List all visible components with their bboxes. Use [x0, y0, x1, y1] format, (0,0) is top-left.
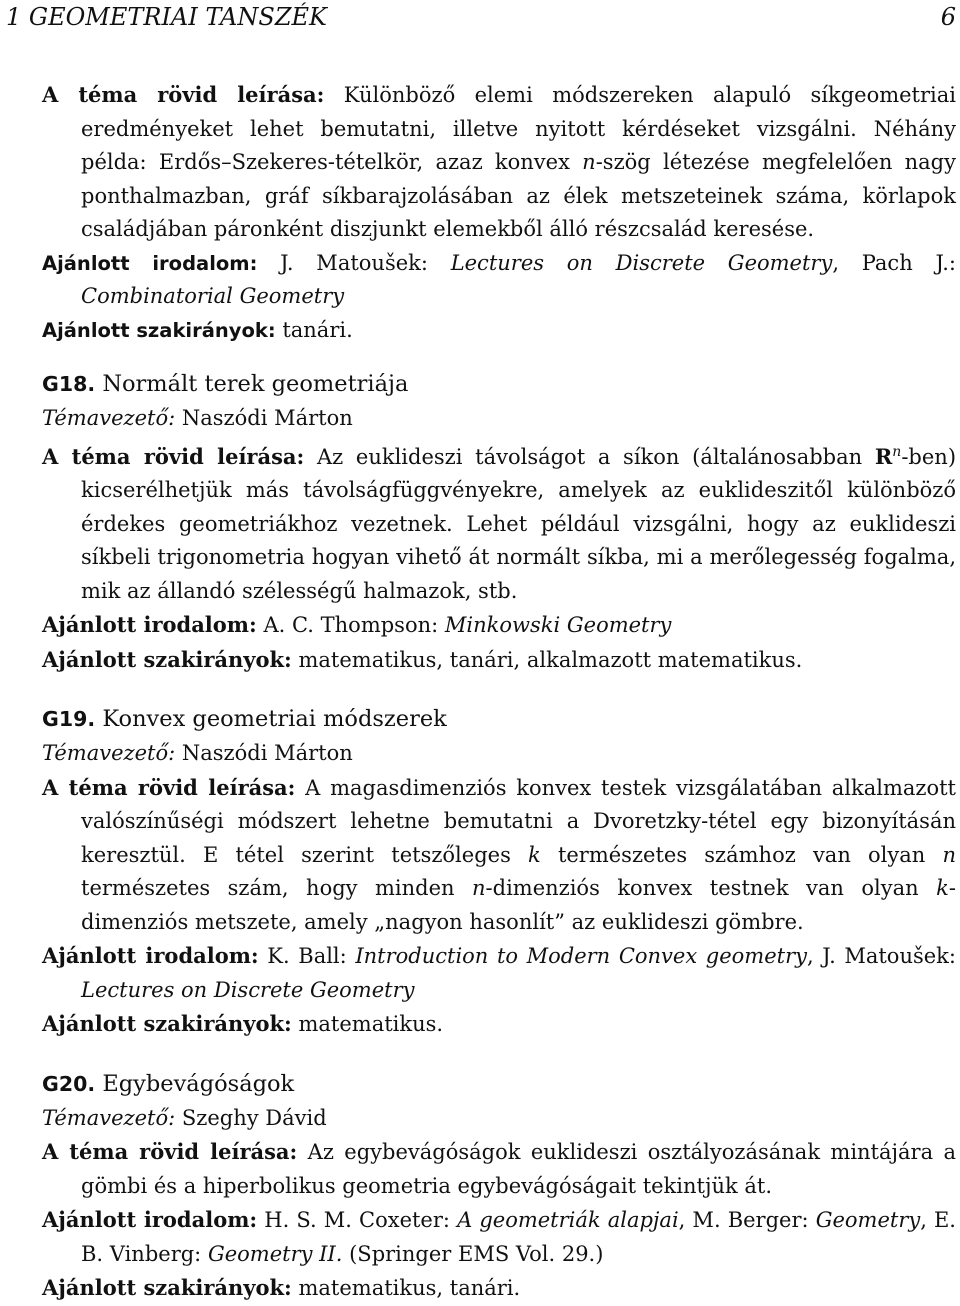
- math-superscript-n: n: [892, 443, 902, 460]
- spacer: [42, 677, 956, 701]
- spacer: [42, 347, 956, 366]
- supervisor-name: Szeghy Dávid: [181, 1105, 327, 1130]
- literature-note: (Springer EMS Vol. 29.): [349, 1241, 604, 1266]
- specializations-label: Ajánlott szakirányok:: [42, 646, 292, 672]
- top-literature: [42, 247, 956, 314]
- description-label: A téma rövid leírása:: [42, 82, 325, 107]
- literature-separator: , M. Berger:: [678, 1208, 809, 1232]
- page-content: [42, 78, 956, 1306]
- topic-title-text: Normált terek geometriája: [102, 371, 409, 397]
- literature-separator: , J. Matoušek:: [807, 944, 956, 968]
- description-text-part-b: természetes számhoz van olyan: [540, 842, 943, 867]
- topic-specializations: [42, 643, 956, 678]
- topic-title-text: Egybevágóságok: [102, 1070, 295, 1097]
- description-text-part-a: Az euklideszi távolságot a síkon (általánosabban: [316, 444, 875, 469]
- literature-title: Geometry II.: [207, 1241, 343, 1266]
- literature-title: Minkowski Geometry: [444, 613, 672, 637]
- description-label: A téma rövid leírása:: [42, 774, 296, 800]
- topic-code: G19.: [42, 707, 96, 731]
- literature-author: J. Matoušek:: [280, 250, 428, 275]
- topic-description: [42, 1135, 956, 1203]
- literature-title: Lectures on Discrete Geometry: [450, 250, 833, 275]
- literature-separator: , Pach J.:: [832, 250, 956, 275]
- topic-description: [42, 771, 956, 940]
- topic-title-g18: [42, 366, 956, 402]
- topic-code: G20.: [42, 1071, 96, 1096]
- literature-title: Geometry: [815, 1208, 921, 1232]
- topic-title-g19: [42, 701, 956, 737]
- topic-literature: [42, 1203, 956, 1271]
- spacer: [42, 1042, 956, 1066]
- topic-description: [42, 436, 956, 609]
- description-text-part-b: -szög létezése megfelelően nagy ponthalmazban, gráf síkbarajzolásában az élek metszeteinek száma, körlapok családjában páronként diszjunkt elemekből álló részcsalád keresése.: [81, 150, 956, 241]
- header-section-title: 1 GEOMETRIAI TANSZÉK: [6, 3, 327, 31]
- supervisor-label: Témavezető:: [42, 741, 176, 765]
- description-text-part-c: természetes szám, hogy minden: [81, 876, 472, 900]
- specializations-value: matematikus.: [298, 1012, 444, 1036]
- literature-label: Ajánlott irodalom:: [42, 943, 259, 968]
- math-variable-k: k: [528, 842, 541, 867]
- topic-literature: [42, 608, 956, 643]
- top-specializations: [42, 314, 956, 348]
- topic-title-g20: [42, 1066, 956, 1102]
- specializations-value: matematikus, tanári.: [298, 1276, 521, 1300]
- literature-title: Introduction to Modern Convex geometry: [355, 944, 807, 968]
- description-text-line1: Különböző elemi módszereken alapuló síkgeometriai: [343, 83, 956, 107]
- specializations-label: Ajánlott szakirányok:: [42, 1275, 292, 1300]
- description-text-part-e: -dimenziós metszete, amely „nagyon hasonlít” az euklideszi gömbre.: [81, 876, 956, 934]
- literature-title: Combinatorial Geometry: [81, 284, 345, 308]
- literature-author: A. C. Thompson:: [263, 613, 439, 637]
- header-page-number: 6: [940, 3, 956, 31]
- topic-literature: [42, 939, 956, 1007]
- specializations-value: matematikus, tanári, alkalmazott matematikus.: [298, 647, 803, 672]
- math-symbol-R: R: [874, 443, 893, 469]
- topic-code: G18.: [42, 372, 96, 396]
- topic-specializations: [42, 1007, 956, 1042]
- description-label: A téma rövid leírása:: [42, 443, 305, 469]
- math-variable-n: n: [942, 842, 956, 867]
- topic-supervisor: [42, 1102, 956, 1136]
- topic-title-text: Konvex geometriai módszerek: [102, 706, 447, 732]
- specializations-label: Ajánlott szakirányok:: [42, 1011, 292, 1036]
- description-text-part-b: -ben) kicserélhetjük más távolságfüggvényekre, amelyek az euklideszitől különböző érdekes geometriákhoz vezetnek. Lehet például vizsgálni, hogy az euklideszi síkbeli trigonometria hogyan vihető át normált síkba, mi a merőlegesség fogalma, mik az állandó szélességű halmazok, stb.: [81, 444, 957, 603]
- literature-separator: , E. B. Vinberg:: [81, 1208, 956, 1266]
- math-variable-n: n: [582, 150, 596, 174]
- literature-label: Ajánlott irodalom:: [42, 1207, 258, 1232]
- literature-author: H. S. M. Coxeter:: [264, 1208, 450, 1232]
- description-text: Az egybevágóságok euklideszi osztályozásának mintájára a gömbi és a hiperbolikus geometria egybevágóságait tekintjük át.: [81, 1140, 956, 1198]
- supervisor-label: Témavezető:: [42, 1105, 176, 1130]
- math-variable-k: k: [936, 876, 949, 900]
- literature-title: Lectures on Discrete Geometry: [81, 977, 415, 1002]
- description-text-part-a: eredményeket lehet bemutatni, illetve nyitott kérdéseket vizsgálni. Néhány példa: Erdős–Szekeres-tételkör, azaz konvex: [81, 116, 956, 174]
- description-label: A téma rövid leírása:: [42, 1139, 298, 1164]
- supervisor-name: Naszódi Márton: [181, 741, 353, 765]
- literature-label: Ajánlott irodalom:: [42, 251, 258, 275]
- supervisor-label: Témavezető:: [42, 406, 176, 430]
- top-description: [42, 78, 956, 247]
- supervisor-name: Naszódi Márton: [181, 406, 353, 430]
- topic-specializations: [42, 1271, 956, 1306]
- specializations-label: Ajánlott szakirányok:: [42, 318, 276, 342]
- literature-label: Ajánlott irodalom:: [42, 612, 257, 637]
- specializations-value: tanári.: [282, 317, 353, 342]
- running-header: [6, 0, 956, 34]
- math-variable-n: n: [472, 876, 486, 900]
- description-text-part-a: A magasdimenziós konvex testek vizsgálatában alkalmazott valószínűségi módszert lehetne bemutatni a Dvoretzky-tétel egy bizonyításán keresztül. E tétel szerint tetszőleges: [81, 775, 956, 867]
- literature-author: K. Ball:: [267, 944, 347, 968]
- topic-supervisor: [42, 402, 956, 436]
- topic-supervisor: [42, 737, 956, 771]
- description-text-part-d: -dimenziós konvex testnek van olyan: [485, 876, 937, 900]
- literature-title: A geometriák alapjai: [457, 1208, 679, 1232]
